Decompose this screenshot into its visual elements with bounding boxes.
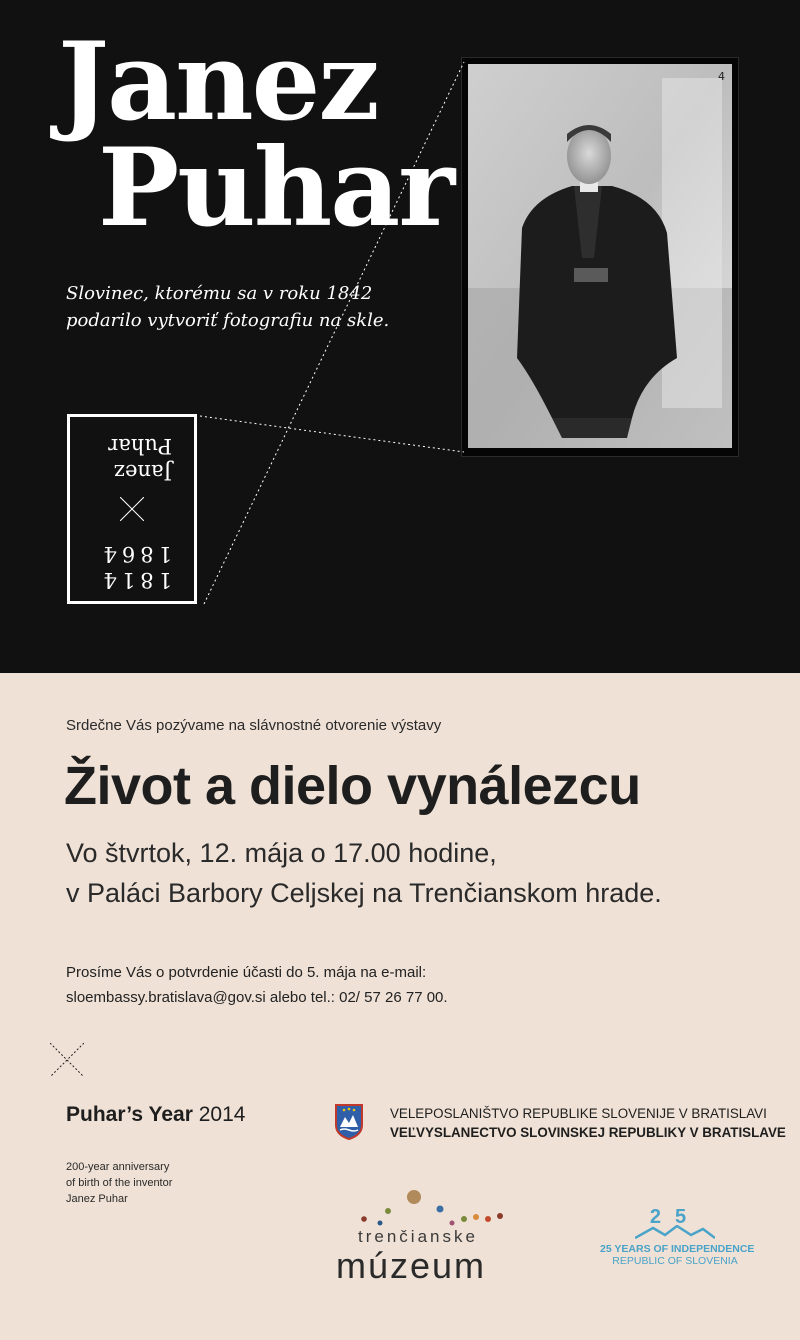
- embassy-name-slovenian: VELEPOSLANIŠTVO REPUBLIKE SLOVENIJE V BRATISLAVI: [390, 1106, 767, 1121]
- puhars-year-text: Puhar’s Year: [66, 1103, 193, 1126]
- independence-logo: [600, 1206, 755, 1267]
- cross-icon: [120, 497, 144, 521]
- invitation-intro: Srdečne Vás pozývame na slávnostné otvorenie výstavy: [66, 717, 442, 734]
- anniversary-line-1: 200-year anniversary: [66, 1161, 170, 1173]
- anniversary-note: [66, 1159, 172, 1207]
- embassy-name-slovak: VEĽVYSLANECTVO SLOVINSKEJ REPUBLIKY V BRATISLAVE: [390, 1125, 786, 1140]
- rsvp-line-1: Prosíme Vás o potvrdenie účasti do 5. mája na e-mail:: [66, 964, 427, 981]
- event-location: v Paláci Barbory Celjskej na Trenčianskom hrade.: [66, 878, 662, 908]
- museum-name-small: trenčianske: [358, 1227, 478, 1246]
- decorative-cross-icon: [50, 1043, 84, 1077]
- event-details: [66, 833, 662, 913]
- embassy-name: [390, 1104, 786, 1142]
- rsvp-line-2[interactable]: sloembassy.bratislava@gov.si alebo tel.: 02/ 57 26 77 00.: [66, 989, 448, 1006]
- museum-name-big: múzeum: [336, 1245, 487, 1286]
- independence-line-2: REPUBLIC OF SLOVENIA: [612, 1255, 738, 1267]
- plate-name: [108, 433, 172, 485]
- independence-number: 25: [649, 1206, 701, 1228]
- tagline-line-2: podarilo vytvoriť fotografiu na skle.: [66, 310, 390, 331]
- plate-first-name: Janez: [114, 460, 172, 484]
- plate-years: [99, 541, 172, 593]
- puhars-year-number: 2014: [198, 1103, 246, 1126]
- mountain-icon: [635, 1225, 715, 1239]
- name-line-1: Janez: [58, 19, 378, 145]
- trencianske-muzeum-logo: [330, 1183, 540, 1293]
- event-date: Vo štvrtok, 12. mája o 17.00 hodine,: [66, 838, 497, 868]
- anniversary-line-2: of birth of the inventor: [66, 1177, 173, 1189]
- exhibition-title: Život a dielo vynálezcu: [64, 756, 641, 816]
- slovenia-coat-of-arms-icon: [334, 1103, 364, 1141]
- photo-corner-mark: 4: [718, 70, 725, 83]
- puhars-year-logo: [66, 1103, 245, 1127]
- plate-year-death: 1864: [98, 542, 172, 566]
- plate-year-birth: 1814: [98, 568, 172, 592]
- rsvp-info: [66, 960, 448, 1010]
- anniversary-line-3: Janez Puhar: [66, 1193, 128, 1205]
- museum-dots-icon: [330, 1183, 540, 1233]
- tagline-line-1: Slovinec, ktorému sa v roku 1842: [66, 283, 373, 304]
- plate-label: [67, 414, 197, 604]
- name-line-2: Puhar: [98, 125, 454, 251]
- invitation-section: [0, 673, 800, 1340]
- independence-line-1: 25 YEARS OF INDEPENDENCE: [600, 1243, 755, 1255]
- plate-last-name: Puhar: [108, 434, 172, 458]
